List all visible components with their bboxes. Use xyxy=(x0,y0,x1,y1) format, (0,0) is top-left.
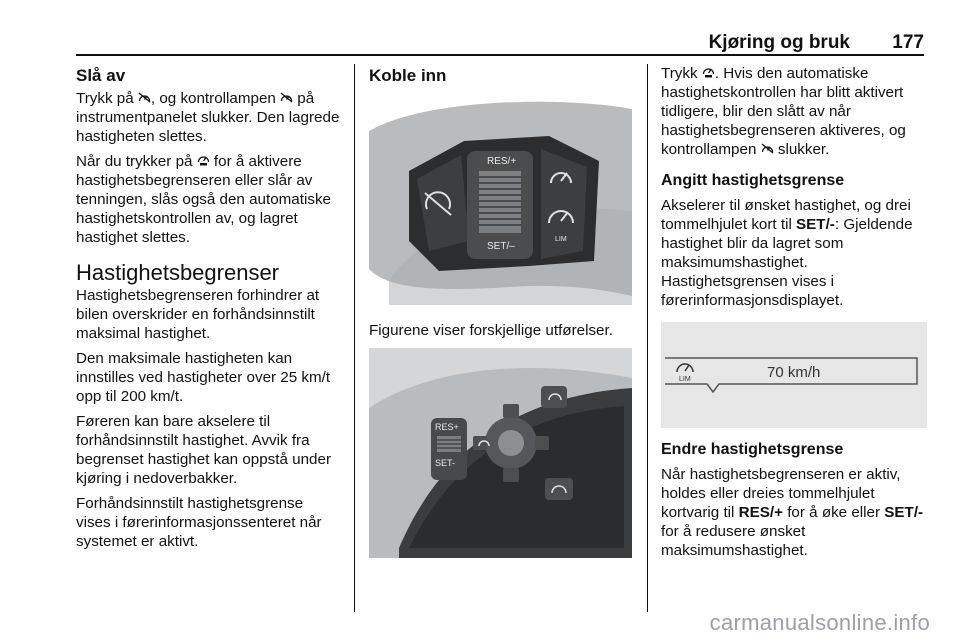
cruise-off-icon xyxy=(761,143,774,154)
figure-caption: Figurene viser forskjellige utførelser. xyxy=(369,322,613,339)
set-label: SET- xyxy=(435,458,456,468)
section-title: Kjøring og bruk xyxy=(708,32,850,53)
paragraph: Den maksimale hastigheten kan innstilles ved hastigheter over 25 km/t opp til 200 km/t. xyxy=(76,350,331,405)
steering-wheel-controls-figure-2 xyxy=(369,348,632,558)
watermark: carmanualsonline.info xyxy=(709,610,930,635)
column-3 xyxy=(661,64,927,566)
paragraph: Når du trykker på for å aktivere hastighetsbegrenseren eller slår av tenningen, slås også den automatiske hastighetskontrollen av, og lagret hastighet slettes. xyxy=(76,153,331,246)
heading-engage: Koble inn xyxy=(369,66,447,85)
paragraph: Når hastighetsbegrenseren er aktiv, holdes eller dreies tommelhjulet kortvarig til RES/+ for å øke eller SET/- for å redusere ønsket maksimumshastighet. xyxy=(661,466,924,559)
page-number: 177 xyxy=(892,32,924,53)
heading-set-limit: Angitt hastighetsgrense xyxy=(661,172,845,189)
cruise-off-icon xyxy=(280,92,293,103)
heading-turn-off: Slå av xyxy=(76,66,126,85)
column-1 xyxy=(76,64,340,557)
paragraph: Akselerer til ønsket hastighet, og drei tommelhjulet kort til SET/-: Gjeldende hastighet blir da lagret som maksimumshastighet. Hastighetsgrensen vises i førerinformasjonsdisplayet. xyxy=(661,197,913,309)
cruise-off-icon xyxy=(138,92,151,103)
set-label: SET/– xyxy=(487,241,515,252)
steering-wheel-illustration xyxy=(369,91,632,305)
column-divider xyxy=(647,64,648,612)
paragraph: Føreren kan bare akselere til forhåndsinnstilt hastighet. Avvik fra begrenset hastighet kan oppstå under kjøring i nedoverbakker. xyxy=(76,413,331,487)
column-2 xyxy=(369,64,633,558)
heading-change-limit: Endre hastighetsgrense xyxy=(661,441,844,458)
page-header xyxy=(0,0,960,56)
paragraph: Forhåndsinnstilt hastighetsgrense vises i førerinformasjonssenteret når systemet er aktivt. xyxy=(76,495,322,550)
heading-speed-limiter: Hastighetsbegrenser xyxy=(76,260,280,285)
steering-wheel-illustration xyxy=(369,348,632,558)
column-divider xyxy=(354,64,355,612)
res-label: RES/+ xyxy=(487,156,517,167)
res-label: RES+ xyxy=(435,422,459,432)
display-speed: 70 km/h xyxy=(767,364,821,381)
paragraph: Trykk på , og kontrollampen på instrumentpanelet slukker. Den lagrede hastigheten slettes. xyxy=(76,90,340,145)
lim-label: LIM xyxy=(555,236,567,243)
paragraph: Hastighetsbegrenseren forhindrer at bilen overskrider en forhåndsinnstilt maksimal hastighet. xyxy=(76,287,320,342)
speed-limiter-icon xyxy=(702,66,715,78)
display-illustration xyxy=(661,322,927,428)
header-rule xyxy=(76,54,924,56)
speed-limiter-icon xyxy=(197,154,210,166)
paragraph: Trykk . Hvis den automatiske hastighetskontrollen har blitt aktivert tidligere, blir den slått av når hastighetsbegrenseren aktiveres, og kontrollampen slukker. xyxy=(661,65,906,158)
driver-info-display-figure xyxy=(661,322,927,428)
display-lim-label: LIM xyxy=(679,376,691,383)
steering-wheel-controls-figure-1 xyxy=(369,91,632,305)
